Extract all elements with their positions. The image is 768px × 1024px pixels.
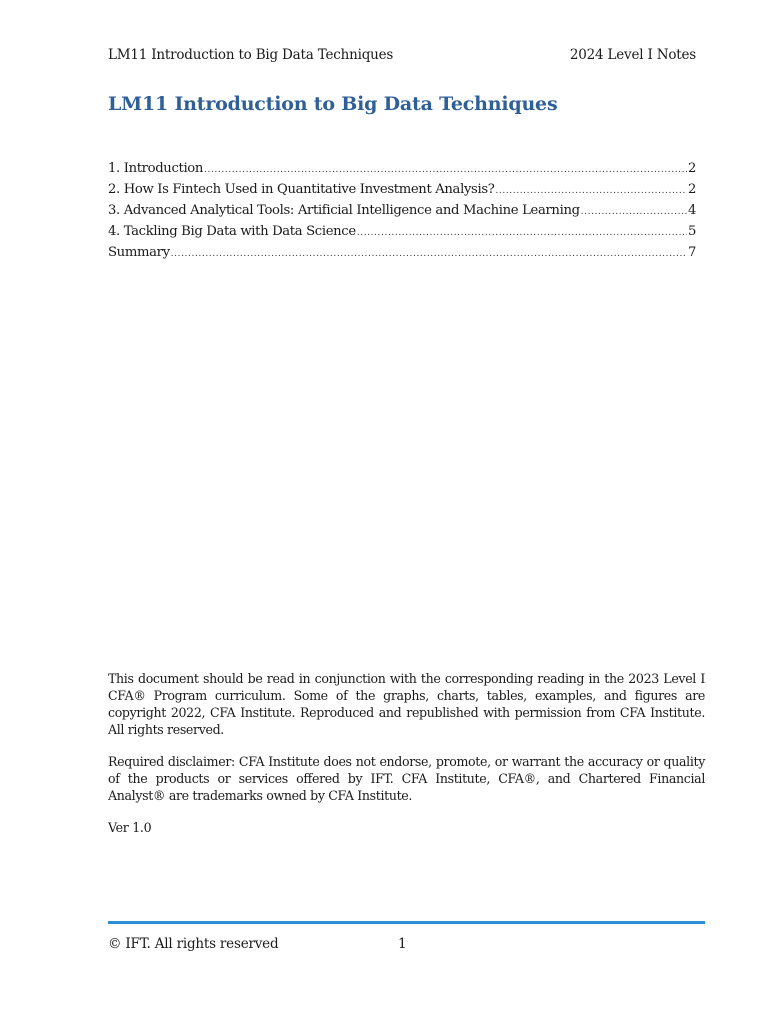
table-of-contents	[108, 161, 696, 266]
toc-entry-summary[interactable]	[108, 245, 696, 266]
footer-page-number: 1	[398, 936, 407, 952]
toc-entry-page: 2	[687, 182, 696, 197]
header-right-text: 2024 Level I Notes	[569, 47, 696, 63]
toc-leader-dots	[171, 249, 687, 259]
toc-entry-page: 5	[687, 224, 696, 239]
toc-entry-advanced-tools[interactable]	[108, 203, 696, 224]
page-header	[108, 47, 696, 63]
version-label: Ver 1.0	[108, 820, 152, 835]
toc-entry-label: 4. Tackling Big Data with Data Science	[108, 224, 356, 239]
toc-entry-data-science[interactable]	[108, 224, 696, 245]
toc-entry-introduction[interactable]	[108, 161, 696, 182]
toc-entry-label: 3. Advanced Analytical Tools: Artificial Intelligence and Machine Learning	[108, 203, 580, 218]
toc-entry-label: Summary	[108, 245, 170, 260]
document-title: LM11 Introduction to Big Data Techniques	[108, 93, 558, 115]
toc-entry-page: 4	[687, 203, 696, 218]
toc-leader-dots	[581, 207, 687, 217]
toc-entry-fintech[interactable]	[108, 182, 696, 203]
copyright-notice: This document should be read in conjunction with the corresponding reading in the 2023 Level I CFA® Program curriculum. Some of the graphs, charts, tables, examples, and figures are copyright 2022, CFA Institute. Reproduced and republished with permission from CFA Institute. All rights reserved.	[108, 671, 705, 737]
toc-leader-dots	[204, 165, 687, 175]
toc-entry-label: 1. Introduction	[108, 161, 204, 176]
toc-leader-dots	[495, 186, 686, 196]
toc-entry-page: 2	[687, 161, 696, 176]
toc-leader-dots	[357, 228, 687, 238]
disclaimer-notice: Required disclaimer: CFA Institute does not endorse, promote, or warrant the accuracy or quality of the products or services offered by IFT. CFA Institute, CFA®, and Chartered Financial Analyst® are trademarks owned by CFA Institute.	[108, 754, 705, 803]
footer-divider	[108, 921, 705, 924]
footer-copyright: © IFT. All rights reserved	[108, 936, 279, 952]
toc-entry-label: 2. How Is Fintech Used in Quantitative Investment Analysis?	[108, 182, 495, 197]
header-left-text: LM11 Introduction to Big Data Techniques	[108, 47, 394, 63]
toc-entry-page: 7	[687, 245, 696, 260]
